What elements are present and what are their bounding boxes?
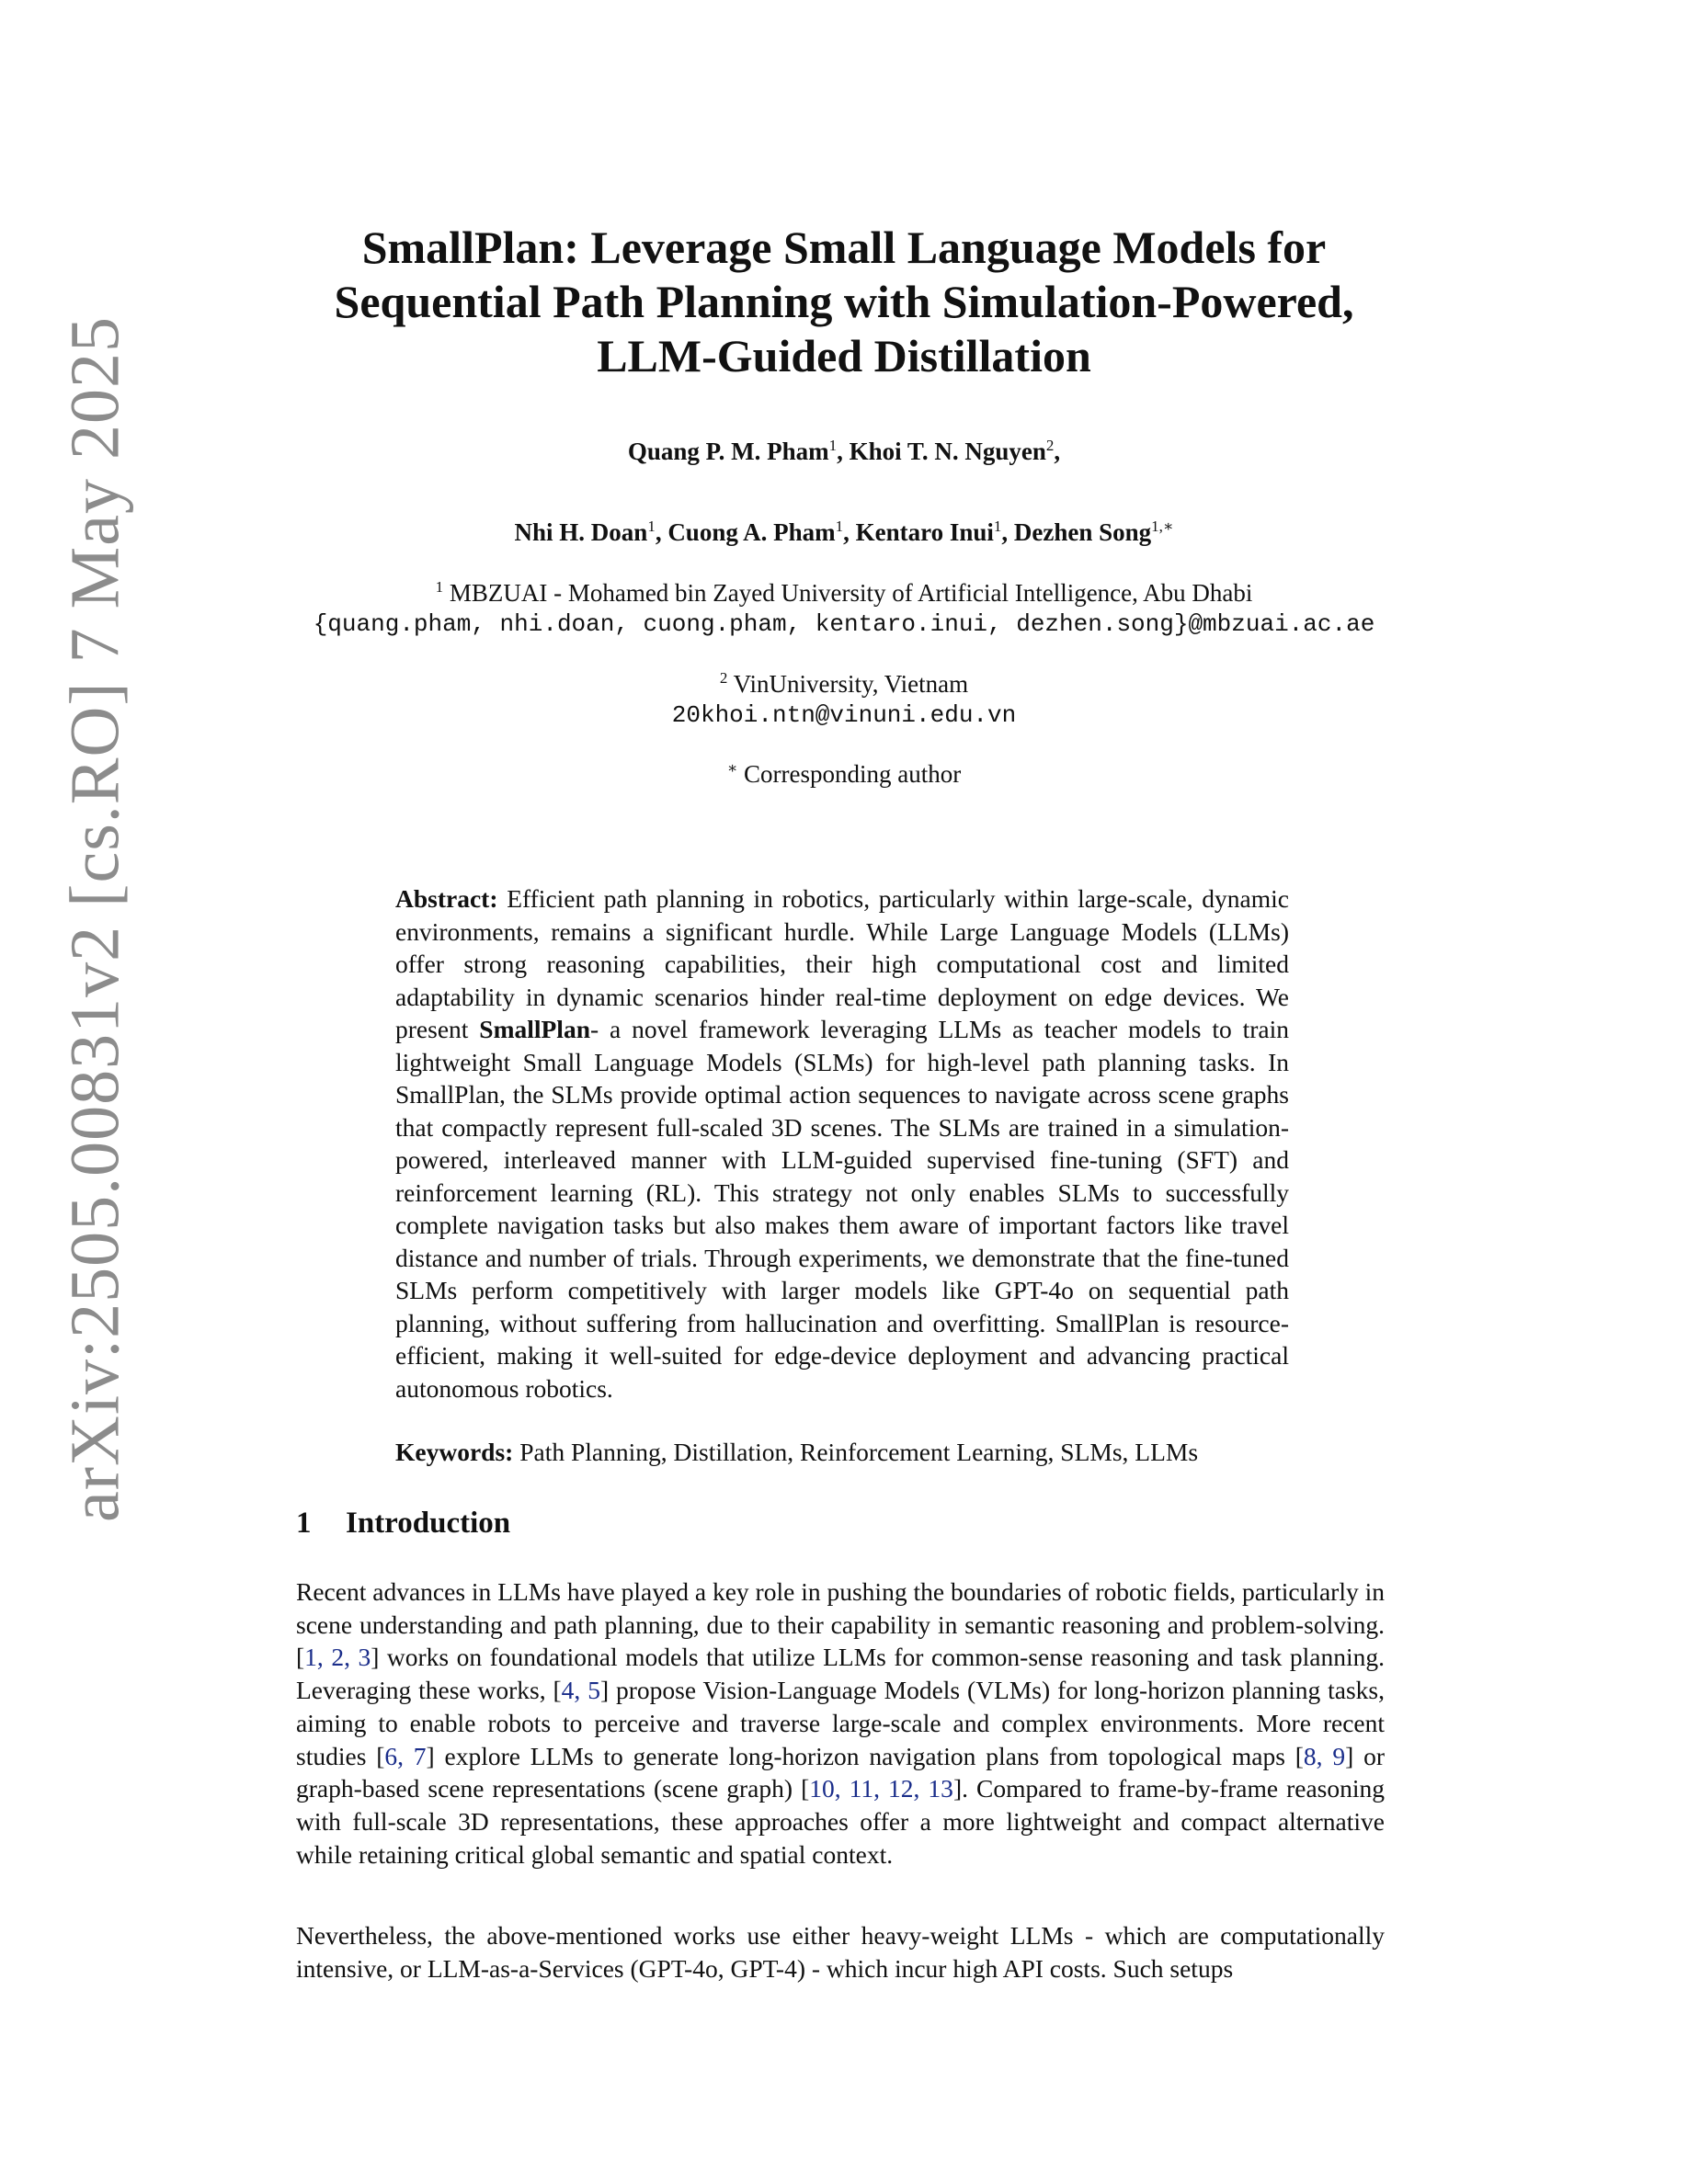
author-affiliation-mark: 1	[828, 437, 838, 454]
affiliation-name: VinUniversity, Vietnam	[733, 670, 969, 698]
corresponding-mark: ∗	[726, 759, 738, 777]
author-line-2	[202, 511, 1486, 548]
affiliation-2	[202, 663, 1486, 731]
title-line: SmallPlan: Leverage Small Language Models for	[361, 222, 1327, 273]
keywords	[395, 1437, 1315, 1468]
citation-link[interactable]: 4, 5	[561, 1676, 600, 1705]
corresponding-text: Corresponding author	[744, 760, 962, 788]
author-name: Kentaro Inui	[855, 518, 994, 546]
author-name: Cuong A. Pham	[667, 518, 836, 546]
paragraph-text: ] explore LLMs to generate long-horizon navigation plans from topological maps [	[426, 1741, 1304, 1770]
citation-link[interactable]: 6, 7	[384, 1741, 427, 1770]
title-line: Sequential Path Planning with Simulation-Powered,	[334, 276, 1354, 327]
author-affiliation-mark: 1	[647, 518, 656, 535]
citation-link[interactable]: 8, 9	[1303, 1741, 1346, 1770]
paragraph-text: ]. Compared to frame-by-frame reasoning with full-scale 3D representations, these approaches offer a more lightweight and compact alternative while retaining critical global semantic and spatial context.	[296, 1774, 1385, 1869]
keywords-text: Path Planning, Distillation, Reinforcement Learning, SLMs, LLMs	[519, 1438, 1199, 1466]
author-separator: ,	[1054, 438, 1061, 465]
abstract-text: - a novel framework leveraging LLMs as teacher models to train lightweight Small Language Models (SLMs) for high-level path planning tasks. In SmallPlan, the SLMs provide optimal action sequences to navigate across scene graphs that compactly represent full-scaled 3D scenes. The SLMs are trained in a simulation-powered, interleaved manner with LLM-guided supervised fine-tuning (SFT) and reinforcement learning (RL). This strategy not only enables SLMs to successfully complete navigation tasks but also makes them aware of important factors like travel distance and number of trials. Through experiments, we demonstrate that the fine-tuned SLMs perform competitively with larger models like GPT-4o on sequential path planning, without suffering from hallucination and overfitting. SmallPlan is resource-efficient, making it well-suited for edge-device deployment and advancing practical autonomous robotics.	[395, 1015, 1289, 1403]
author-name: Nhi H. Doan	[514, 518, 648, 546]
paragraph-text: ] works on foundational models that utilize LLMs for common-sense reasoning and task planning. Leveraging these works, [	[296, 1643, 1386, 1705]
author-name: Quang P. M. Pham	[627, 438, 829, 465]
paper-title	[202, 221, 1486, 383]
abstract	[395, 882, 1289, 1405]
affiliation-mark: 1	[435, 578, 444, 596]
title-line: LLM-Guided Distillation	[597, 330, 1091, 381]
keywords-label: Keywords:	[395, 1438, 514, 1466]
author-line-1	[202, 430, 1486, 467]
affiliation-email: 20khoi.ntn@vinuni.edu.vn	[671, 701, 1017, 729]
section-number: 1	[296, 1507, 312, 1540]
author-affiliation-mark: 2	[1045, 437, 1055, 454]
affiliation-mark: 2	[719, 669, 728, 687]
arxiv-identifier: arXiv:2505.00831v2 [cs.RO] 7 May 2025	[56, 316, 134, 1522]
affiliation-email: {quang.pham, nhi.doan, cuong.pham, kentaro.inui, dezhen.song}@mbzuai.ac.ae	[313, 610, 1375, 638]
framework-name: SmallPlan	[479, 1015, 590, 1043]
author-affiliation-mark: 1	[993, 518, 1002, 535]
citation-link[interactable]: 10, 11, 12, 13	[809, 1774, 953, 1803]
author-affiliation-mark: 1,∗	[1151, 518, 1174, 535]
section-heading	[296, 1505, 510, 1541]
author-affiliation-mark: 1	[835, 518, 844, 535]
author-separator: ,	[837, 438, 850, 465]
author-separator: ,	[843, 518, 856, 546]
paragraph-text: ] or graph-based scene representations (scene graph) [	[296, 1741, 1385, 1803]
intro-paragraph-1	[296, 1575, 1385, 1871]
intro-paragraph-2: Nevertheless, the above-mentioned works use either heavy-weight LLMs - which are computationally intensive, or LLM-as-a-Services (GPT-4o, GPT-4) - which incur high API costs. Such setups	[296, 1921, 1385, 1983]
author-separator: ,	[1001, 518, 1014, 546]
abstract-label: Abstract:	[395, 884, 498, 913]
affiliation-1	[202, 572, 1486, 640]
paragraph-text: Recent advances in LLMs have played a key role in pushing the boundaries of robotic fields, particularly in scene understanding and path planning, due to their capability in semantic reasoning and problem-solving. [	[296, 1577, 1385, 1672]
abstract-text: Efficient path planning in robotics, particularly within large-scale, dynamic environments, remains a significant hurdle. While Large Language Models (LLMs) offer strong reasoning capabilities, their high computational cost and limited adaptability in dynamic scenarios hinder real-time deployment on edge devices. We present	[395, 884, 1289, 1043]
author-name: Khoi T. N. Nguyen	[849, 438, 1046, 465]
corresponding-author-note	[202, 753, 1486, 790]
author-separator: ,	[655, 518, 668, 546]
author-name: Dezhen Song	[1013, 518, 1152, 546]
paragraph-text: ] propose Vision-Language Models (VLMs) for long-horizon planning tasks, aiming to enable robots to perceive and traverse large-scale and complex environments. More recent studies [	[296, 1676, 1385, 1770]
section-title: Introduction	[346, 1507, 511, 1540]
citation-link[interactable]: 1, 2, 3	[304, 1643, 371, 1672]
affiliation-name: MBZUAI - Mohamed bin Zayed University of Artificial Intelligence, Abu Dhabi	[449, 579, 1253, 607]
